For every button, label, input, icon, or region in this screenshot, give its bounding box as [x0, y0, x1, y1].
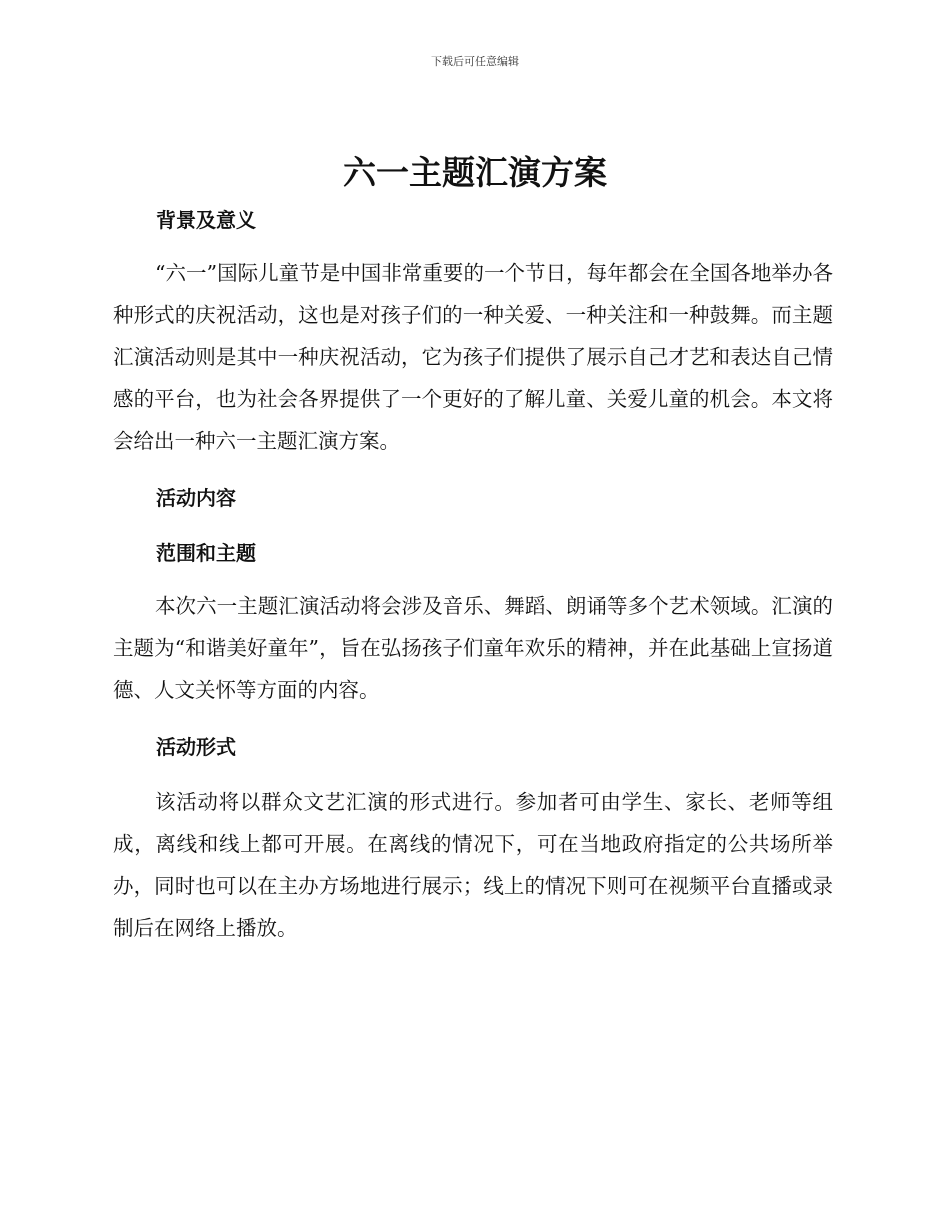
section-heading-background: 背景及意义 — [156, 208, 256, 232]
section-paragraph-activity-format: 该活动将以群众文艺汇演的形式进行。参加者可由学生、家长、老师等组成，离线和线上都可开展。在离线的情况下，可在当地政府指定的公共场所举办，同时也可以在主办方场地进行展示；线上的情况下则可在视频平台直播或录制后在网络上播放。 — [113, 790, 833, 940]
section-heading-activity-content: 活动内容 — [156, 486, 236, 510]
page-header-note: 下载后可任意编辑 — [431, 55, 519, 68]
section-paragraph-scope-and-theme: 本次六一主题汇演活动将会涉及音乐、舞蹈、朗诵等多个艺术领域。汇演的主题为“和谐美好童年”，旨在弘扬孩子们童年欢乐的精神，并在此基础上宣扬道德、人文关怀等方面的内容。 — [113, 594, 833, 702]
section-paragraph-background: “六一”国际儿童节是中国非常重要的一个节日，每年都会在全国各地举办各种形式的庆祝活动，这也是对孩子们的一种关爱、一种关注和一种鼓舞。而主题汇演活动则是其中一种庆祝活动，它为孩子们提供了展示自己才艺和表达自己情感的平台，也为社会各界提供了一个更好的了解儿童、关爱儿童的机会。本文将会给出一种六一主题汇演方案。 — [113, 261, 833, 453]
section-heading-scope-and-theme: 范围和主题 — [156, 541, 256, 565]
document-title: 六一主题汇演方案 — [343, 153, 607, 192]
section-heading-activity-format: 活动形式 — [156, 735, 236, 759]
